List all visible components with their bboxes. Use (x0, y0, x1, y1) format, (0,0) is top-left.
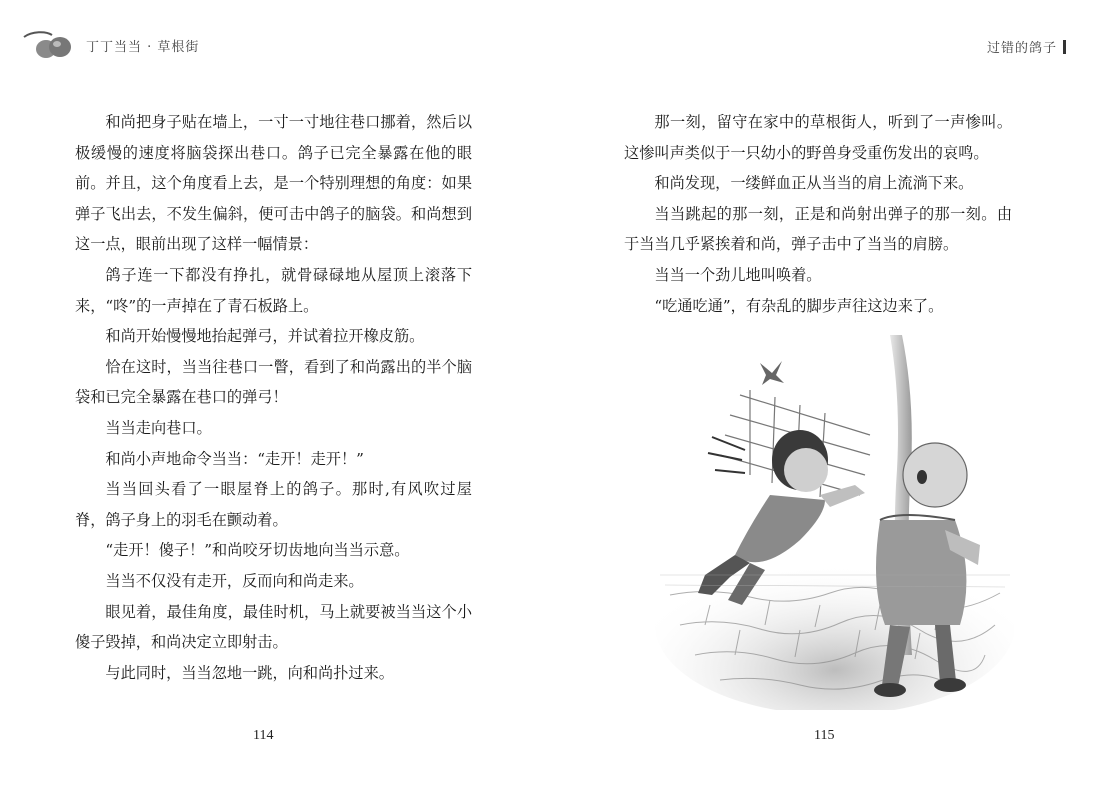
paragraph: 那一刻，留守在家中的草根街人，听到了一声惨叫。这惨叫声类似于一只幼小的野兽身受重伤发出的哀鸣。 (624, 113, 1012, 162)
paragraph: 当当不仅没有走开，反而向和尚走来。 (105, 571, 364, 590)
right-running-header (987, 37, 1066, 56)
left-running-header (22, 28, 199, 62)
paragraph: 当当一个劲儿地叫唤着。 (654, 265, 822, 284)
paragraph: “走开！傻子！”和尚咬牙切齿地向当当示意。 (105, 541, 410, 560)
paragraph: 当当跳起的那一刻，正是和尚射出弹子的那一刻。由于当当几乎紧挨着和尚，弹子击中了当当的肩膀。 (624, 204, 1012, 254)
series-title: 丁丁当当 · 草根街 (86, 39, 200, 55)
page-number-right: 115 (814, 728, 835, 743)
page-number-left: 114 (253, 728, 274, 743)
paragraph: 当当走向巷口。 (105, 418, 212, 437)
paragraph: 眼见着，最佳角度，最佳时机，马上就要被当当这个小傻子毁掉，和尚决定立即射击。 (75, 602, 472, 652)
paragraph: 和尚把身子贴在墙上，一寸一寸地往巷口挪着，然后以极缓慢的速度将脑袋探出巷口。鸽子已完全暴露在他的眼前。并且，这个角度看上去，是一个特别理想的角度：如果弹子飞出去，不发生偏斜，便可击中鸽子的脑袋。和尚想到这一点，眼前出现了这样一幅情景： (75, 113, 472, 254)
paragraph: 鸽子连一下都没有挣扎，就骨碌碌地从屋顶上滚落下来，“咚”的一声掉在了青石板路上。 (75, 265, 472, 315)
paragraph: 和尚开始慢慢地抬起弹弓，并试着拉开橡皮筋。 (105, 327, 425, 346)
paragraph: 恰在这时，当当往巷口一瞥，看到了和尚露出的半个脑袋和已完全暴露在巷口的弹弓！ (75, 357, 472, 407)
pencil-illustration (650, 325, 1020, 710)
paragraph: “吃通吃通”，有杂乱的脚步声往这边来了。 (654, 296, 944, 315)
header-bar-mark (1063, 40, 1066, 54)
paragraph: 与此同时，当当忽地一跳，向和尚扑过来。 (105, 663, 394, 682)
left-page-body (75, 107, 472, 688)
chapter-title: 过错的鸽子 (986, 41, 1057, 56)
paragraph: 和尚小声地命令当当：“走开！走开！” (105, 449, 364, 468)
paragraph: 当当回头看了一眼屋脊上的鸽子。那时,有风吹过屋脊，鸽子身上的羽毛在颤动着。 (75, 480, 472, 529)
right-page-body (624, 107, 1012, 321)
paragraph: 和尚发现，一缕鲜血正从当当的肩上流淌下来。 (654, 174, 974, 193)
gourd-logo-icon (22, 29, 76, 61)
